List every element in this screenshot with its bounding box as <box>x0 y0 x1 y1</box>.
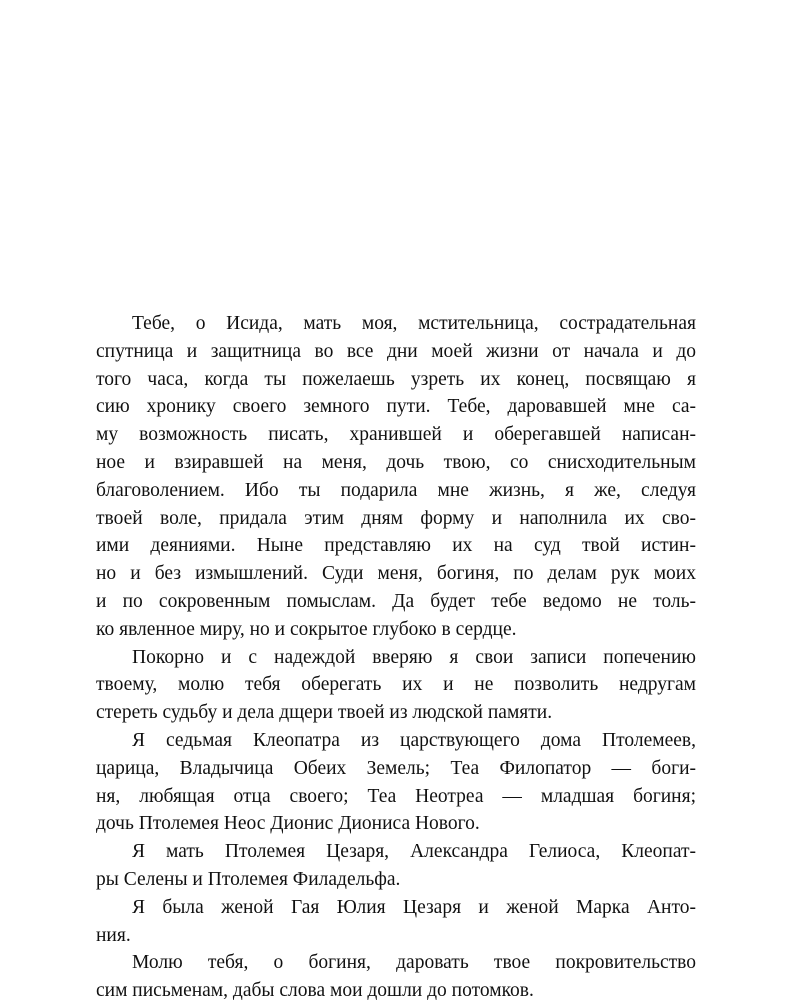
text-line: Я была женой Гая Юлия Цезаря и женой Марка Анто- <box>132 896 696 918</box>
text-line: твоей воле, придала этим дням форму и наполнила их сво- <box>96 507 696 529</box>
text-line: ное и взиравшей на меня, дочь твою, со снисходительным <box>96 451 696 473</box>
text-line: ры Селены и Птолемея Филадельфа. <box>96 868 401 890</box>
text-line: спутница и защитница во все дни моей жизни от начала и до <box>96 340 696 362</box>
text-line: му возможность писать, хранившей и оберегавшей написан- <box>96 424 696 446</box>
text-line: сию хронику своего земного пути. Тебе, даровавшей мне са- <box>96 396 696 418</box>
text-line: царица, Владычица Обеих Земель; Теа Филопатор — боги- <box>96 757 696 779</box>
text-line: ими деяниями. Ныне представляю их на суд твой истин- <box>96 535 696 557</box>
text-line: ния. <box>96 924 131 946</box>
text-line: но и без измышлений. Суди меня, богиня, по делам рук моих <box>96 563 696 585</box>
text-line: того часа, когда ты пожелаешь узреть их конец, посвящаю я <box>96 368 696 390</box>
text-line: и по сокровенным помыслам. Да будет тебе ведомо не толь- <box>96 590 696 612</box>
text-line: Покорно и с надеждой вверяю я свои записи попечению <box>132 646 696 668</box>
text-line: Молю тебя, о богиня, даровать твое покровительство <box>132 952 696 974</box>
text-line: ко явленное миру, но и сокрытое глубоко в сердце. <box>96 618 517 640</box>
text-line: ня, любящая отца своего; Теа Неотреа — младшая богиня; <box>96 785 696 807</box>
text-line: Я седьмая Клеопатра из царствующего дома Птолемеев, <box>132 729 696 751</box>
dedication-text <box>96 310 696 1005</box>
text-line: стереть судьбу и дела дщери твоей из людской памяти. <box>96 702 553 724</box>
text-line: благоволением. Ибо ты подарила мне жизнь, я же, следуя <box>96 479 696 501</box>
text-line: сим письменам, дабы слова мои дошли до потомков. <box>96 980 534 1002</box>
text-line: Тебе, о Исида, мать моя, мстительница, сострадательная <box>132 313 696 334</box>
text-line: Я мать Птолемея Цезаря, Александра Гелиоса, Клеопат- <box>132 841 696 863</box>
text-line: твоему, молю тебя оберегать их и не позволить недругам <box>96 674 696 696</box>
text-line: дочь Птолемея Неос Дионис Диониса Нового. <box>96 813 480 835</box>
